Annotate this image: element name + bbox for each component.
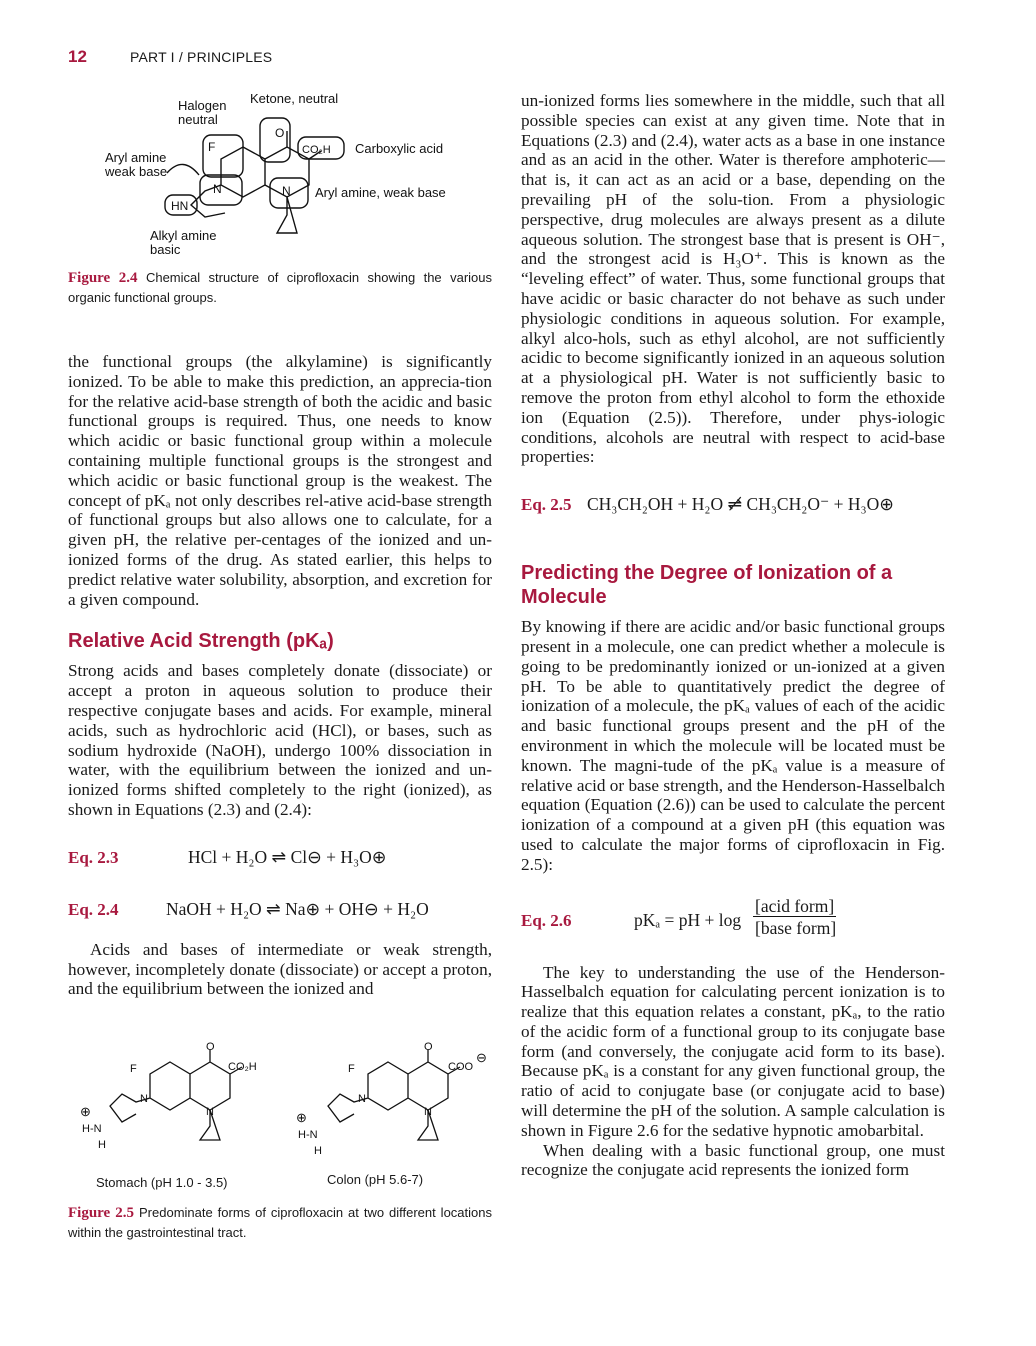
section-heading: Relative Acid Strength (pKₐ) bbox=[68, 630, 334, 653]
label-alkyl-amine: Alkyl amine basic bbox=[150, 228, 217, 257]
atom-n: N bbox=[424, 1106, 432, 1118]
label-aryl-amine-left: Aryl amine weak base bbox=[105, 150, 168, 179]
atom-f: F bbox=[348, 1063, 355, 1075]
section-heading: Predicting the Degree of Ionization of a Molecule bbox=[521, 562, 893, 609]
paragraph: un-ionized forms lies somewhere in the middle, such that all possible species can exist at any given time. Note that in Equations (2.3) and (2.4), water acts as a base in one instance and as an acid in the other. Water is therefore amphoteric—that is, it can act as an acid or a base, depending on the prevailing pH of the solu-tion. From a physiologic perspective, drug molecules are always present as a dilute aqueous solution. The strongest base that is present is OH⁻, and the strongest acid is H₃O⁺. This is known as the “leveling effect” of water. Thus, some functional groups that have acidic or basic character do not behave as such under physiologic conditions in aqueous solution. For example, alkyl alco-hols, such as ethyl alcohol, are not sufficiently acidic to become significantly ionized in an aqueous solution at a physiological pH. Water is not sufficiently basic to remove the proton from ethyl alcohol to form the ethoxide ion (Equation (2.5)). Therefore, under phys-iologic conditions, alcohols are neutral with respect to acid-base properties: bbox=[521, 91, 945, 467]
atom-n1: N bbox=[213, 182, 222, 196]
atom-h: H bbox=[314, 1145, 322, 1157]
equation-2-4 bbox=[68, 900, 492, 940]
atom-n: N bbox=[140, 1093, 148, 1105]
eq-label: Eq. 2.4 bbox=[68, 899, 119, 919]
paragraph: The key to understanding the use of the Henderson-Hasselbalch equation for calculating percent ionization is to realize that this equation relates a constant, pKₐ, to the ratio of the acidic form of a functional group to its conjugate base form (and conversely, the conjugate acid form to its base). Because pKₐ is a constant for any given functional group, the ratio of acid to conjugate base (or conjugate acid to base) will determine the pH of the solution. A sample calculation is shown in Figure 2.6 for the sedative hypnotic amobarbital. bbox=[521, 962, 945, 1140]
colon-label: Colon (pH 5.6-7) bbox=[327, 1172, 424, 1187]
equation-2-3 bbox=[68, 842, 492, 900]
eq-lhs: pKₐ = pH + log bbox=[634, 909, 742, 930]
atom-co2h: CO₂H bbox=[228, 1061, 257, 1073]
equation-2-5 bbox=[521, 495, 945, 555]
atom-nh: H-N bbox=[82, 1123, 102, 1135]
eq-denominator: [base form] bbox=[755, 917, 837, 938]
caption-text: Chemical structure of ciprofloxacin showing the various organic functional groups. bbox=[68, 270, 492, 305]
right-column bbox=[521, 91, 945, 1180]
caption-label: Figure 2.4 bbox=[68, 270, 138, 286]
caption-text: Predominate forms of ciprofloxacin at two different locations within the gastrointestinal tract. bbox=[68, 1205, 492, 1240]
stomach-label: Stomach (pH 1.0 - 3.5) bbox=[96, 1175, 228, 1190]
atom-o: O bbox=[206, 1041, 215, 1053]
atom-f: F bbox=[208, 140, 216, 154]
paragraph: the functional groups (the alkylamine) is significantly ionized. To be able to make this prediction, an apprecia-tion for the relative acid-base strength of both the acidic and basic functional groups is required. Thus, one needs to know which acidic or basic functional group within a molecule containing multiple functional groups is the strongest and which acidic or basic functional group is the weakest. The concept of pKₐ not only describes rel-ative acid-base strength of functional groups but also allows one to calculate, for a given pH, the relative per-centages of the ionized and un-ionized forms of the drug. As stated earlier, this helps to predict relative water solubility, absorption, and excretion for a given compound. bbox=[68, 352, 492, 609]
atom-h: H bbox=[98, 1139, 106, 1151]
atom-n: N bbox=[358, 1093, 366, 1105]
figure-2-5-caption bbox=[68, 1203, 492, 1242]
paragraph: Strong acids and bases completely donate (dissociate) or accept a proton in aqueous solution to produce their respective conjugate bases and acids. For example, mineral acids, such as hydrochloric acid (HCl), or bases, such as sodium hydroxide (NaOH), undergo 100% dissociation in water, with the equilibrium between the ionized and un-ionized forms shifted completely to the right (ionized), as shown in Equations (2.3) and (2.4): bbox=[68, 661, 492, 819]
atom-o: O bbox=[275, 126, 285, 140]
plus-charge: ⊕ bbox=[80, 1104, 91, 1119]
atom-o: O bbox=[424, 1041, 433, 1053]
atom-f: F bbox=[130, 1063, 137, 1075]
plus-charge: ⊕ bbox=[296, 1110, 307, 1125]
running-header: PART I / PRINCIPLES bbox=[130, 49, 273, 65]
caption-label: Figure 2.5 bbox=[68, 1205, 135, 1221]
figure-2-4-structure bbox=[95, 85, 475, 260]
paragraph: By knowing if there are acidic and/or basic functional groups present in a molecule, one can predict whether a molecule is going to be predominantly ionized or un-ionized at a given pH. To be able to quantitatively predict the degree of ionization of a molecule, the pKₐ values of each of the acidic and basic functional groups present and the pH of the environment in which the molecule will be located must be known. The magni-tude of the pKₐ value is a measure of relative acid or base strength, and the Henderson-Hasselbalch equation (Equation (2.6)) can be used to calculate the percent ionization of a compound at a given pH (this equation was used to calculate the major forms of ciprofloxacin in Fig. 2.5): bbox=[521, 617, 945, 874]
atom-nh: H-N bbox=[298, 1129, 318, 1141]
eq-label: Eq. 2.5 bbox=[521, 495, 572, 515]
minus-charge: ⊖ bbox=[476, 1050, 487, 1065]
label-aryl-amine-right: Aryl amine, weak base bbox=[315, 185, 446, 200]
label-carboxylic: Carboxylic acid bbox=[355, 141, 444, 156]
figure-2-4-caption bbox=[68, 268, 492, 307]
colon-structure bbox=[296, 1041, 487, 1157]
atom-n2: N bbox=[282, 184, 291, 198]
figure-2-5-structures bbox=[70, 1040, 500, 1190]
eq-label: Eq. 2.3 bbox=[68, 847, 119, 867]
atom-co2h: CO₂H bbox=[302, 144, 331, 156]
label-halogen: Halogen neutral bbox=[178, 98, 227, 127]
atom-coo: COO bbox=[448, 1061, 474, 1073]
label-ketone: Ketone, neutral bbox=[250, 91, 339, 106]
equation-2-6 bbox=[521, 897, 945, 963]
paragraph: Acids and bases of intermediate or weak strength, however, incompletely donate (dissociate) or accept a proton, and the equilibrium between the ionized and bbox=[68, 939, 492, 999]
left-column bbox=[68, 352, 492, 999]
eq-label: Eq. 2.6 bbox=[521, 910, 572, 930]
eq-numerator: [acid form] bbox=[755, 895, 835, 916]
atom-hn: HN bbox=[171, 199, 189, 213]
eq-body: NaOH + H₂O ⇌ Na⊕ + OH⊖ + H₂O bbox=[166, 898, 429, 919]
eq-body: CH₃CH₂OH + H₂O ⇌̸ CH₃CH₂O⁻ + H₃O⊕ bbox=[587, 494, 894, 515]
stomach-structure bbox=[80, 1041, 257, 1151]
paragraph: When dealing with a basic functional group, one must recognize the conjugate acid represents the ionized form bbox=[521, 1140, 945, 1180]
eq-body: HCl + H₂O ⇌ Cl⊖ + H₃O⊕ bbox=[188, 846, 387, 867]
page-number: 12 bbox=[68, 47, 87, 66]
atom-n: N bbox=[206, 1106, 214, 1118]
